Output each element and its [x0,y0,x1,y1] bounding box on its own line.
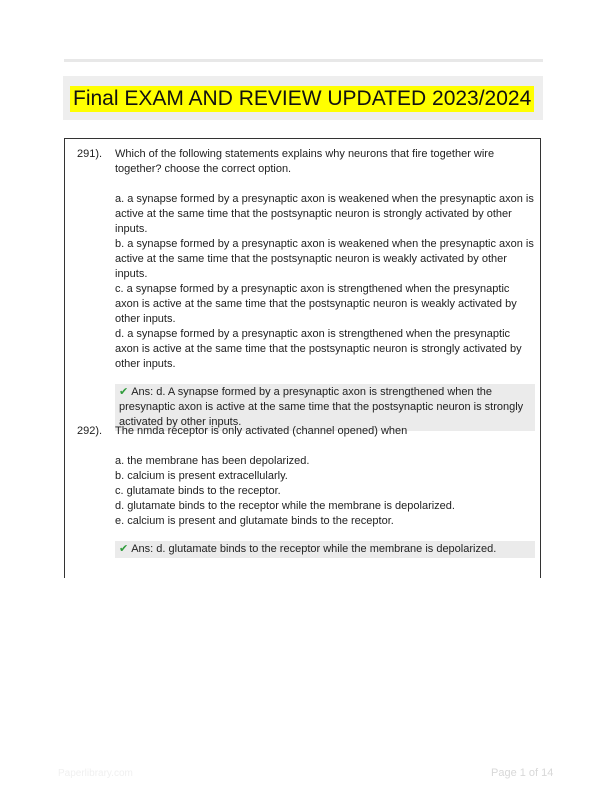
page-number: Page 1 of 14 [491,767,554,779]
question-number: 292). [77,425,103,437]
check-icon: ✔ [119,386,129,398]
option-d: d. a synapse formed by a presynaptic axon is strengthened when the presynaptic axon is active at the same time that the postsynaptic neuron is strongly activated by other inputs. [115,328,522,370]
option-d: d. glutamate binds to the receptor while the membrane is depolarized. [115,500,455,512]
question-number: 291). [77,148,103,160]
option-b: b. calcium is present extracellularly. [115,470,288,482]
option-a: a. the membrane has been depolarized. [115,455,310,467]
answer-text: Ans: d. A synapse formed by a presynaptic axon is strengthened when the presynaptic axon is active at the same time that the postsynaptic neuron is strongly activated by other inputs. [119,386,524,428]
option-c: c. glutamate binds to the receptor. [115,485,281,497]
option-e: e. calcium is present and glutamate binds to the receptor. [115,515,394,527]
question-text: The nmda receptor is only activated (channel opened) when [115,425,408,437]
top-divider [64,59,543,62]
question-box [64,138,541,578]
page-title: Final EXAM AND REVIEW UPDATED 2023/2024 [70,86,534,112]
answer-text: Ans: d. glutamate binds to the receptor while the membrane is depolarized. [131,543,497,555]
check-icon: ✔ [119,543,129,555]
option-a: a. a synapse formed by a presynaptic axon is weakened when the presynaptic axon is active at the same time that the postsynaptic neuron is strongly activated by other inputs. [115,193,534,235]
question-body [115,424,535,558]
question-body [115,147,535,431]
option-c: c. a synapse formed by a presynaptic axon is strengthened when the presynaptic axon is active at the same time that the postsynaptic neuron is weakly activated by other inputs. [115,283,517,325]
answer-box [115,541,535,558]
watermark: Paperlibrary.com [58,768,133,779]
question-text: Which of the following statements explains why neurons that fire together wire together? choose the correct option. [115,148,495,175]
option-b: b. a synapse formed by a presynaptic axon is weakened when the presynaptic axon is active at the same time that the postsynaptic neuron is weakly activated by other inputs. [115,238,534,280]
title-banner [63,76,543,120]
